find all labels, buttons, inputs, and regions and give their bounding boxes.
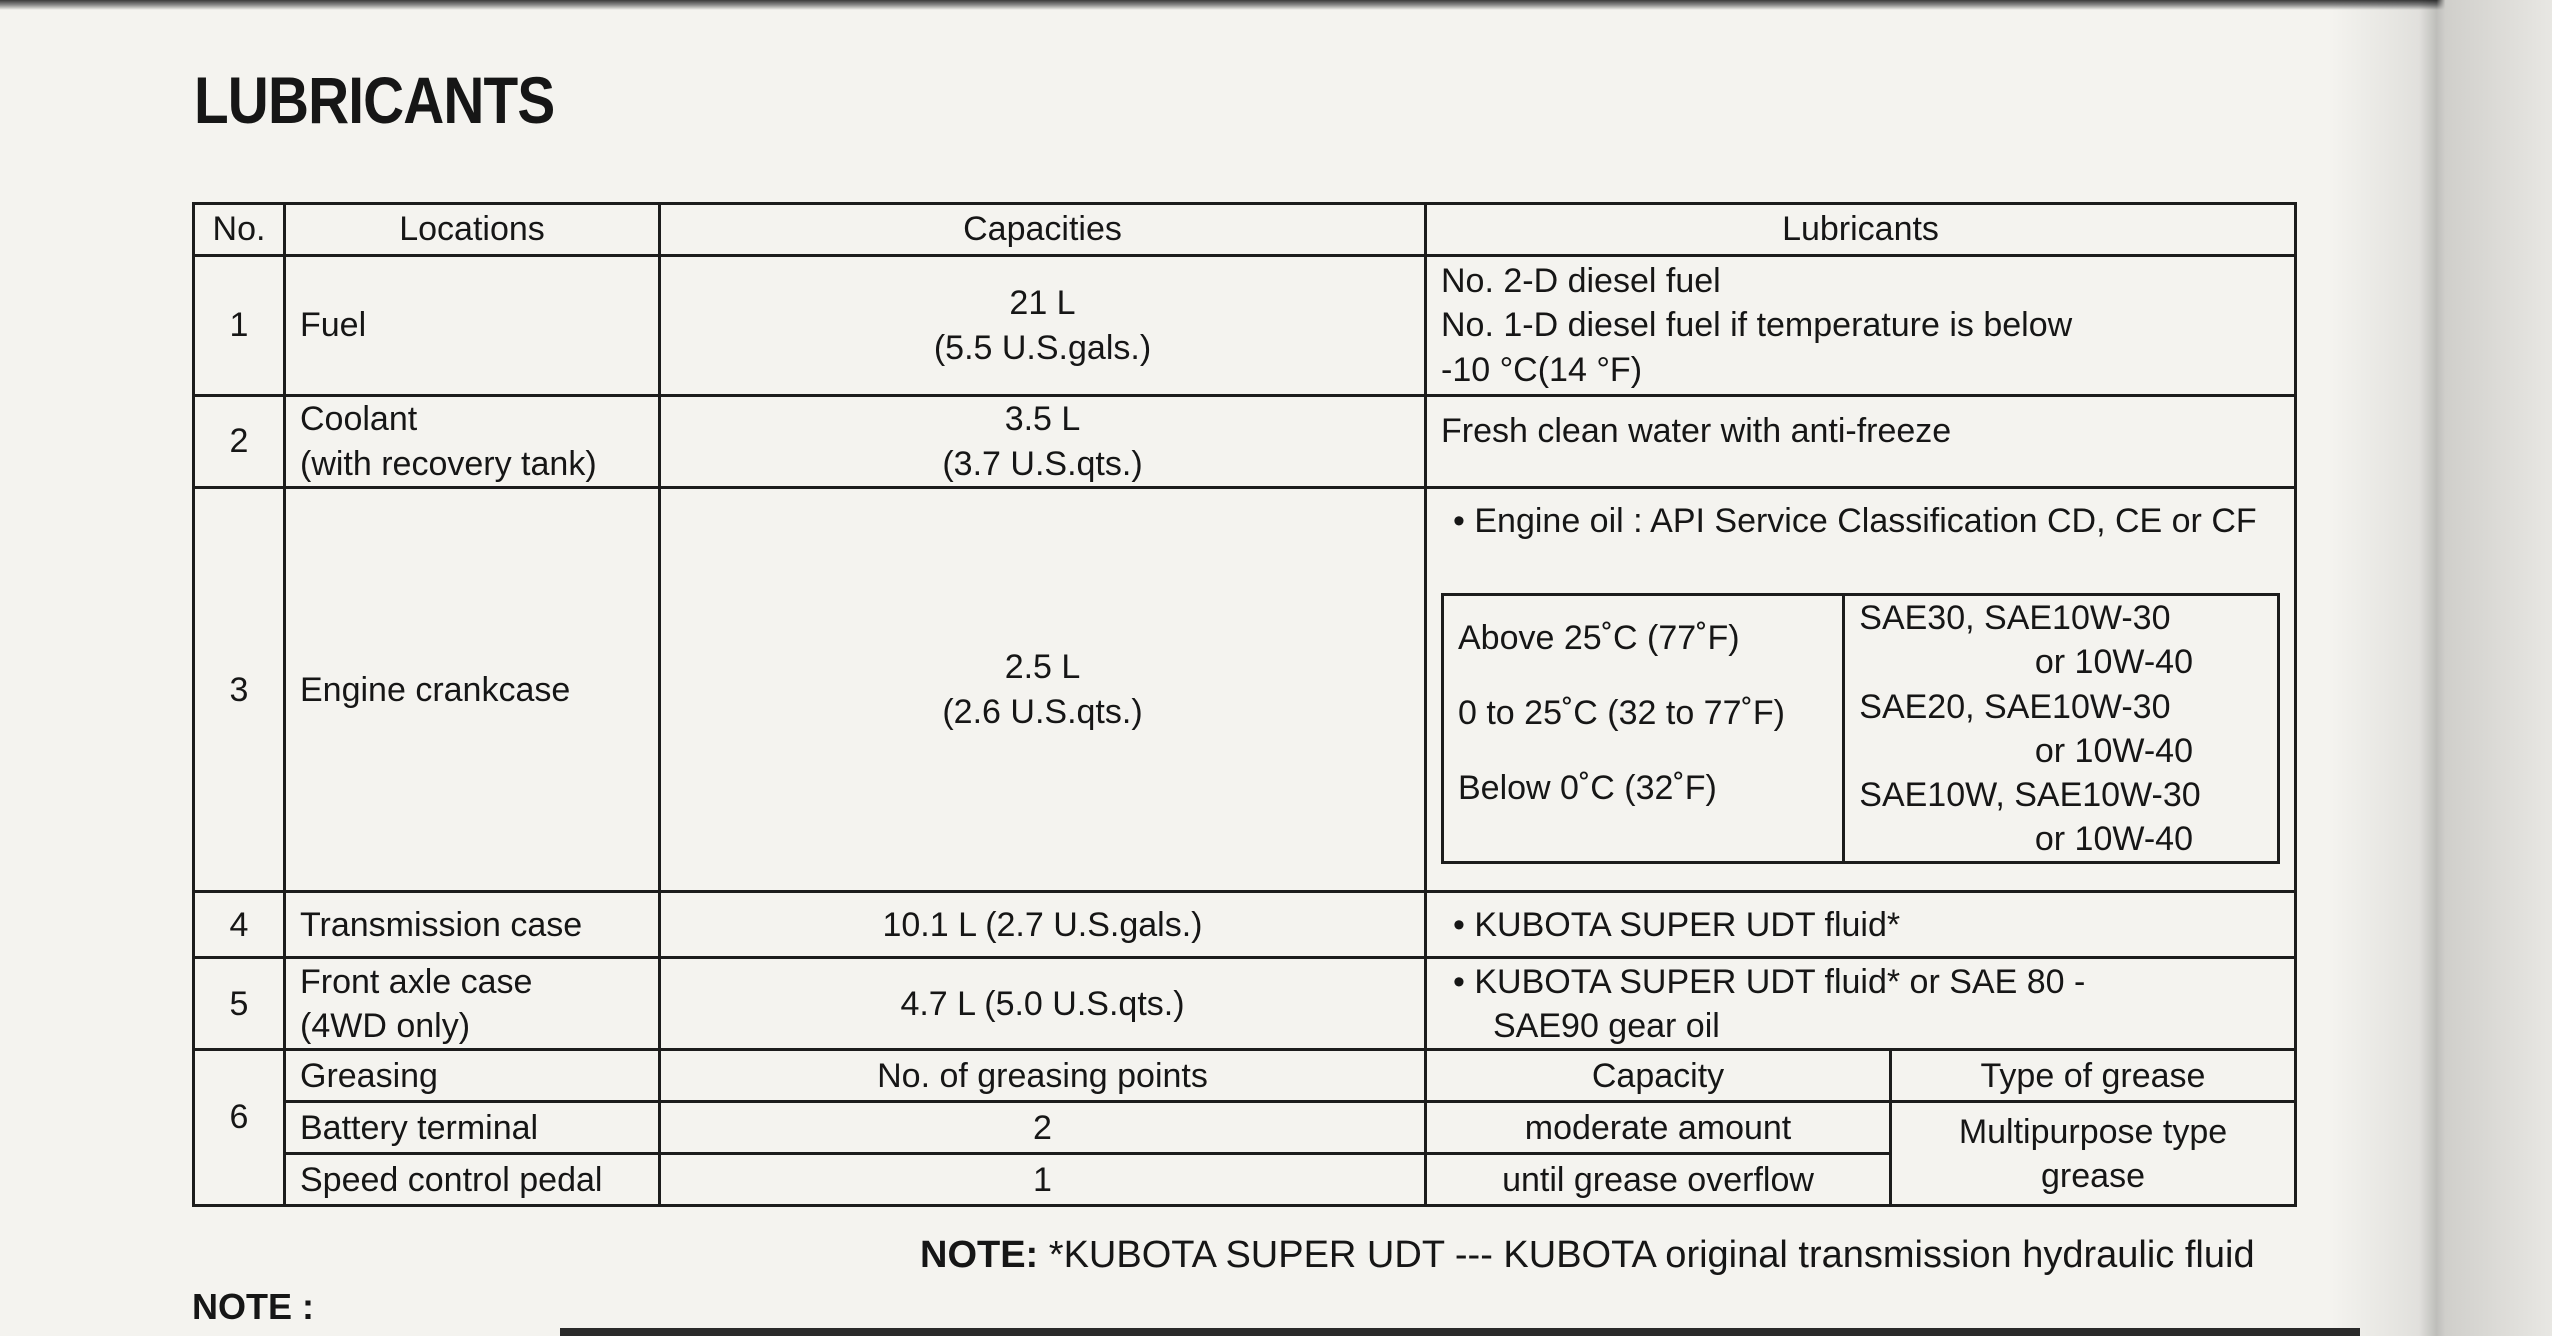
location-cell	[285, 892, 660, 958]
lubricant-line: SAE90 gear oil	[1493, 1006, 1720, 1045]
page-binding-shadow	[2330, 0, 2552, 1336]
lubricants-table	[192, 202, 2297, 1207]
lubricant-line: No. 2-D diesel fuel	[1441, 262, 1721, 301]
footnote	[920, 1234, 2255, 1277]
row-number: 1	[194, 256, 285, 396]
grease-type-line: grease	[2041, 1156, 2145, 1195]
oil-grade-alt: or 10W-40	[2034, 643, 2193, 682]
oil-grade-alt: or 10W-40	[2034, 731, 2193, 770]
engine-oil-cell	[1426, 488, 2296, 892]
location-cell	[285, 488, 660, 892]
location-line: Front axle case	[300, 962, 533, 1001]
oil-viscosity-table	[1441, 593, 2280, 864]
lubricant-line: • KUBOTA SUPER UDT fluid* or SAE 80 -	[1453, 960, 2280, 1004]
table-row	[194, 396, 2296, 488]
table-row	[194, 892, 2296, 958]
oil-viscosity-row	[1443, 595, 2279, 863]
location-line: (with recovery tank)	[300, 444, 597, 483]
capacity-line: 21 L	[1009, 284, 1076, 323]
location-line: Fuel	[300, 306, 367, 345]
scan-top-edge	[0, 0, 2552, 10]
note-heading: NOTE :	[192, 1286, 314, 1327]
row-number: 6	[194, 1050, 285, 1206]
footnote-label: NOTE:	[920, 1234, 1039, 1276]
page-title: LUBRICANTS	[194, 63, 555, 137]
scan-bottom-edge	[560, 1328, 2360, 1336]
capacity-cell	[660, 958, 1426, 1050]
table-row	[194, 958, 2296, 1050]
location-line: Engine crankcase	[300, 670, 571, 709]
location-cell	[285, 396, 660, 488]
header-no: No.	[194, 204, 285, 256]
capacity-cell	[660, 488, 1426, 892]
greasing-header-points: No. of greasing points	[660, 1050, 1426, 1102]
oil-temp: Above 25˚C (77˚F)	[1458, 619, 1740, 658]
oil-grade: SAE30, SAE10W-30	[1859, 599, 2171, 638]
lubricant-cell	[1426, 256, 2296, 396]
location-line: (4WD only)	[300, 1006, 471, 1045]
capacity-line: (3.7 U.S.qts.)	[942, 444, 1143, 483]
row-number: 2	[194, 396, 285, 488]
greasing-capacity: until grease overflow	[1426, 1154, 1891, 1206]
lubricant-line: • KUBOTA SUPER UDT fluid*	[1453, 903, 2280, 947]
oil-temp-cell	[1443, 595, 1844, 863]
greasing-header-type: Type of grease	[1891, 1050, 2296, 1102]
capacity-cell	[660, 396, 1426, 488]
table-row	[194, 488, 2296, 892]
oil-grade-alt: or 10W-40	[2034, 820, 2193, 859]
oil-temp: Below 0˚C (32˚F)	[1458, 769, 1717, 808]
capacity-line: 3.5 L	[1004, 400, 1081, 439]
row-number: 5	[194, 958, 285, 1050]
capacity-line: (5.5 U.S.gals.)	[933, 328, 1152, 367]
lubricant-cell	[1426, 958, 2296, 1050]
capacity-line: 4.7 L (5.0 U.S.qts.)	[900, 984, 1185, 1023]
oil-grade: SAE10W, SAE10W-30	[1859, 775, 2201, 814]
lubricant-cell	[1426, 396, 2296, 488]
location-cell	[285, 958, 660, 1050]
grease-type-line: Multipurpose type	[1958, 1112, 2228, 1151]
capacity-line: (2.6 U.S.qts.)	[942, 692, 1143, 731]
lubricant-line: Fresh clean water with anti-freeze	[1441, 412, 1952, 450]
greasing-points: 2	[660, 1102, 1426, 1154]
header-capacities: Capacities	[660, 204, 1426, 256]
capacity-cell	[660, 892, 1426, 958]
location-line: Transmission case	[300, 905, 583, 944]
lubricant-cell	[1426, 892, 2296, 958]
lubricant-line: -10 °C(14 °F)	[1441, 350, 1643, 389]
header-locations: Locations	[285, 204, 660, 256]
location-cell	[285, 256, 660, 396]
engine-oil-title: • Engine oil : API Service Classification CD, CE or CF	[1453, 499, 2280, 543]
location-line: Coolant	[300, 400, 418, 439]
row-number: 3	[194, 488, 285, 892]
greasing-header-capacity: Capacity	[1426, 1050, 1891, 1102]
capacity-cell	[660, 256, 1426, 396]
greasing-row	[194, 1102, 2296, 1154]
greasing-location: Speed control pedal	[285, 1154, 660, 1206]
capacity-line: 10.1 L (2.7 U.S.gals.)	[882, 905, 1203, 944]
footnote-text: *KUBOTA SUPER UDT --- KUBOTA original transmission hydraulic fluid	[1038, 1234, 2255, 1276]
greasing-points: 1	[660, 1154, 1426, 1206]
grease-type-cell	[1891, 1102, 2296, 1206]
greasing-location: Battery terminal	[285, 1102, 660, 1154]
lubricant-line: No. 1-D diesel fuel if temperature is below	[1441, 306, 2073, 345]
oil-grade: SAE20, SAE10W-30	[1859, 687, 2171, 726]
oil-grade-cell	[1844, 595, 2279, 863]
row-number: 4	[194, 892, 285, 958]
greasing-header-row	[194, 1050, 2296, 1102]
greasing-capacity: moderate amount	[1426, 1102, 1891, 1154]
oil-temp: 0 to 25˚C (32 to 77˚F)	[1458, 694, 1785, 733]
header-lubricants: Lubricants	[1426, 204, 2296, 256]
table-row	[194, 256, 2296, 396]
capacity-line: 2.5 L	[1004, 648, 1081, 687]
table-header-row	[194, 204, 2296, 256]
greasing-header-location: Greasing	[285, 1050, 660, 1102]
